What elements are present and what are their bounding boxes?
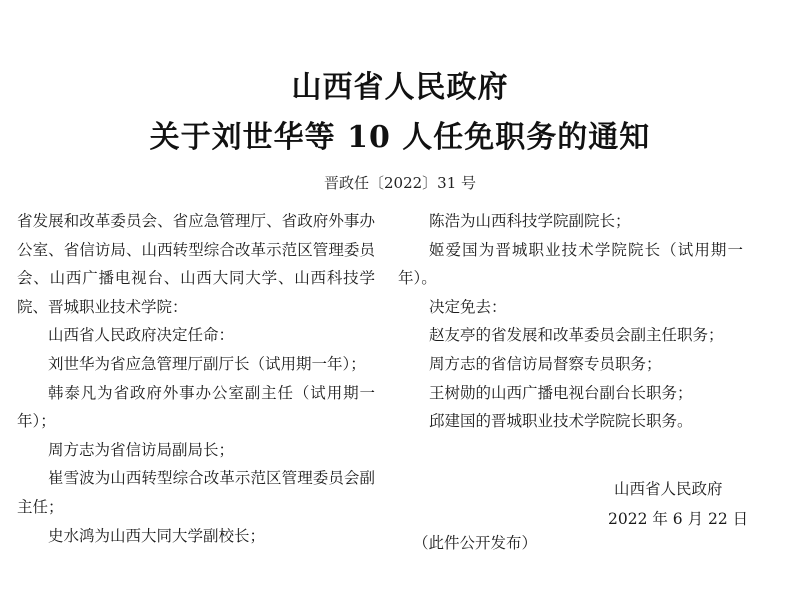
appointment-item: 刘世华为省应急管理厅副厅长（试用期一年）； — [48, 354, 366, 373]
document-title-line1: 山西省人民政府 — [291, 70, 509, 105]
recipients-paragraph: 省发展和改革委员会、省应急管理厅、省政府外事办公室、省信访局、山西转型综合改革示范区管理委员会、山西广播电视台、山西大同大学、山西科技学院、晋城职业技术学院： — [17, 212, 375, 316]
appointment-item: 陈浩为山西科技学院副院长； — [429, 212, 631, 230]
document-number: 晋政任〔2022〕31 号 — [323, 174, 477, 192]
left-column — [17, 207, 375, 550]
dismissal-item: 王树勋的山西广播电视台副台长职务； — [429, 383, 693, 402]
dismissal-item: 周方志的省信访局督察专员职务； — [429, 354, 662, 373]
appoint-intro: 山西省人民政府决定任命： — [48, 326, 235, 345]
dismiss-intro: 决定免去： — [429, 297, 507, 316]
dismissal-item: 邱建国的晋城职业技术学院院长职务。 — [429, 412, 693, 431]
appointment-item: 崔雪波为山西转型综合改革示范区管理委员会副主任； — [17, 469, 375, 516]
document-title-line2: 关于刘世华等 10 人任免职务的通知 — [149, 120, 651, 155]
appointment-item: 韩泰凡为省政府外事办公室副主任（试用期一年）； — [17, 383, 375, 431]
appointment-item: 周方志为省信访局副局长； — [48, 440, 235, 459]
publish-note: （此件公开发布） — [413, 534, 538, 552]
right-column — [398, 207, 743, 436]
signature-organization: 山西省人民政府 — [614, 480, 723, 498]
dismissal-item: 赵友亭的省发展和改革委员会副主任职务； — [429, 326, 724, 345]
signature-date: 2022 年 6 月 22 日 — [608, 510, 749, 528]
appointment-item: 史水鸿为山西大同大学副校长； — [48, 526, 266, 545]
appointment-item: 姬爱国为晋城职业技术学院院长（试用期一年）。 — [398, 240, 743, 288]
